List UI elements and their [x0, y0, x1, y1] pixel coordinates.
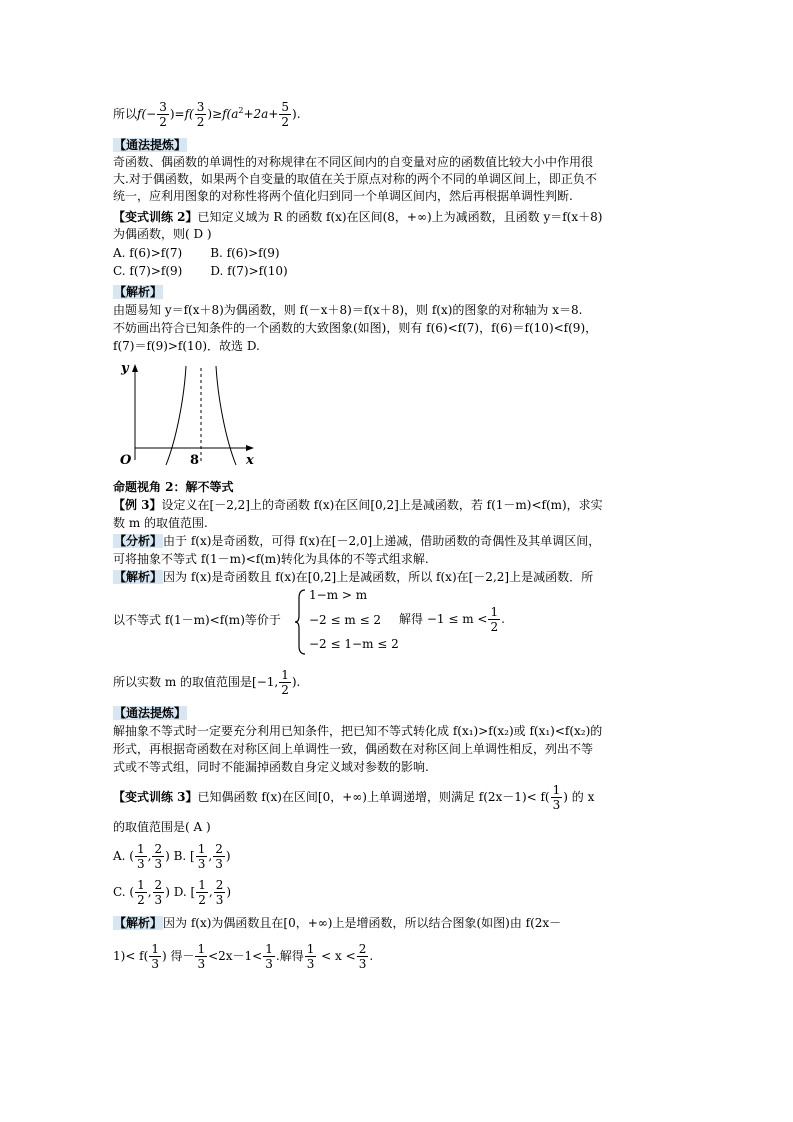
tag-label: 【变式训练 2】 [113, 210, 198, 224]
math: ). [291, 675, 301, 689]
tag-label: 【变式训练 3】 [113, 790, 198, 804]
text: 因为 f(x)是奇函数且 f(x)在[0,2]上是减函数，所以 f(x)在[－2,2]上是减函数．所 [163, 570, 594, 584]
method-para-line: 奇函数、偶函数的单调性的对称规律在不同区间内的自变量对应的函数值比较大小中作用很 [113, 155, 594, 169]
solution-3-line2: 1)< f( $\frac{1}{3}$ ) 得－ $\frac{1}{3}$ <2x－1< $\frac{1}{3}$ .解得 $\frac{1}{3}$ < x < $\frac{2}{3}$ . [113, 942, 374, 971]
solution-tag-1 [113, 284, 163, 301]
math: ). [292, 107, 301, 121]
method-tag-1 [113, 137, 187, 154]
exercise-3-line2: 的取值范围是( A ) [113, 820, 211, 834]
numerator: 5 [281, 100, 290, 114]
exercise-3 [113, 783, 594, 812]
text: ) 的 x [563, 790, 595, 804]
solution-2 [113, 569, 593, 586]
text: 已知定义域为 R 的函数 f(x)在区间(8，+∞)上为减函数，且函数 y＝f(x＋8) [197, 210, 603, 224]
option-c: C. f(7)>f(9) [113, 264, 183, 278]
method-para-line: 大.对于偶函数，如果两个自变量的取值在关于原点对称的两个不同的单调区间上，即正负不 [113, 172, 597, 186]
solution-line: 不妨画出符合已知条件的一个函数的大致图象(如图)，则有 f(6)<f(7)，f(6)＝f(10)<f(9)， [113, 321, 598, 335]
range-line [113, 668, 300, 697]
numerator: 3 [159, 100, 167, 114]
solution-2-line2: 以不等式 f(1－m)<f(m)等价于 [113, 613, 281, 627]
section-heading: 命题视角 2：解不等式 [113, 480, 234, 494]
options-row [113, 842, 231, 871]
text: 因为 f(x)为偶函数且在[0，+∞)上是增函数，所以结合图象(如图)由 f(2x－ [163, 916, 562, 930]
solution-3 [113, 915, 561, 932]
x-label: x [246, 453, 254, 468]
analysis [113, 533, 600, 550]
inequality-result [399, 605, 505, 634]
fraction [157, 100, 169, 129]
text: 由于 f(x)是奇函数，可得 f(x)在[－2,0]上递减，借助函数的奇偶性及其单调区间， [163, 534, 601, 548]
curve-left [166, 366, 186, 465]
method-para-line: 统一，应利用图象的对称性将两个值化归到同一个单调区间内，然后再根据单调性判断. [113, 189, 573, 203]
fraction [551, 783, 563, 812]
option-a: A. f(6)>f(7) [113, 246, 183, 260]
solution-line: 由题易知 y＝f(x＋8)为偶函数，则 f(－x＋8)＝f(x＋8)，则 f(x)的图象的对称轴为 x＝8. [113, 303, 583, 317]
tag-label: 【分析】 [114, 534, 163, 548]
math: f(a [222, 107, 239, 121]
conclusion-line [113, 100, 301, 129]
denominator: 2 [490, 620, 499, 634]
text: . [501, 612, 505, 626]
tag-label: 【通法提炼】 [114, 138, 187, 152]
denominator: 2 [281, 683, 289, 697]
math: +2a+ [243, 107, 279, 121]
y-label: y [121, 361, 129, 376]
text: 设定义在[－2,2]上的奇函数 f(x)在区间[0,2]上是减函数，若 f(1－m)<f(m)，求实 [161, 498, 603, 512]
options-row [113, 245, 280, 262]
numerator: 3 [196, 100, 205, 114]
math: f(− [137, 107, 157, 121]
numerator: 1 [490, 605, 499, 619]
method2-line: 解抽象不等式时一定要充分利用已知条件，把已知不等式转化成 f(x₁)>f(x₂)或 f(x₁)<f(x₂)的 [113, 724, 603, 738]
denominator: 2 [159, 115, 167, 129]
option-b: B. [ $\frac{1}{3}$ , $\frac{2}{3}$ ) [173, 842, 231, 871]
tag-label: 【解析】 [114, 916, 163, 930]
option-d: D. [ $\frac{1}{2}$ , $\frac{2}{3}$ ) [173, 878, 232, 907]
numerator: 1 [281, 668, 289, 682]
ineq-row-1: 1−m > m [309, 588, 368, 602]
option-d: D. f(7)>f(10) [210, 264, 288, 278]
exercise-2-line2: 为偶函数，则( D ) [113, 227, 212, 241]
math: )≥ [207, 107, 223, 121]
origin-label: O [120, 453, 132, 468]
fraction [488, 605, 500, 634]
text: 已知偶函数 f(x)在区间[0，+∞)上单调递增，则满足 f(2x－1)< f( [197, 790, 550, 804]
math: )= [169, 107, 185, 121]
method-tag-2 [113, 705, 187, 722]
solution-line: f(7)＝f(9)>f(10)．故选 D. [113, 339, 260, 353]
ineq-row-2: −2 ≤ m ≤ 2 [309, 613, 382, 627]
tag-label: 【例 3】 [113, 498, 162, 512]
denominator: 2 [281, 115, 290, 129]
denominator: 3 [552, 798, 561, 812]
text: 解得 −1 ≤ m < [399, 612, 488, 626]
fraction [279, 668, 291, 697]
analysis-line2: 可将抽象不等式 f(1－m)<f(m)转化为具体的不等式组求解. [113, 552, 429, 566]
brace [295, 588, 307, 656]
denominator: 2 [196, 115, 205, 129]
option-a: A. ( $\frac{1}{3}$ , $\frac{2}{3}$ ) [113, 842, 170, 871]
y-axis-arrow [132, 364, 138, 372]
options-row [113, 878, 231, 907]
function-graph [118, 360, 258, 470]
method2-line: 形式，再根据奇函数在对称区间上单调性一致，偶函数在对称区间上单调性相反，列出不等 [113, 742, 594, 756]
x-axis-arrow [246, 445, 254, 451]
fraction [195, 100, 207, 129]
exponent: 2 [238, 106, 244, 115]
math: [−1, [252, 675, 279, 689]
example-3 [113, 497, 603, 514]
tick-label: 8 [190, 453, 200, 468]
option-c: C. ( $\frac{1}{2}$ , $\frac{2}{3}$ ) [113, 878, 170, 907]
text: 所以实数 m 的取值范围是 [113, 675, 253, 689]
method2-line: 式或不等式组，同时不能漏掉函数自身定义域对参数的影响. [113, 760, 429, 774]
fraction [279, 100, 291, 129]
tag-label: 【解析】 [114, 570, 163, 584]
exercise-2 [113, 209, 602, 226]
curve-right [216, 366, 236, 465]
tag-label: 【通法提炼】 [114, 706, 187, 720]
numerator: 1 [552, 783, 561, 797]
options-row [113, 263, 288, 280]
ineq-row-3: −2 ≤ 1−m ≤ 2 [309, 637, 399, 651]
math: f( [184, 107, 194, 121]
text: 所以 [113, 107, 138, 121]
tag-label: 【解析】 [114, 285, 163, 299]
option-b: B. f(6)>f(9) [210, 246, 280, 260]
example-3-line2: 数 m 的取值范围. [113, 516, 208, 530]
